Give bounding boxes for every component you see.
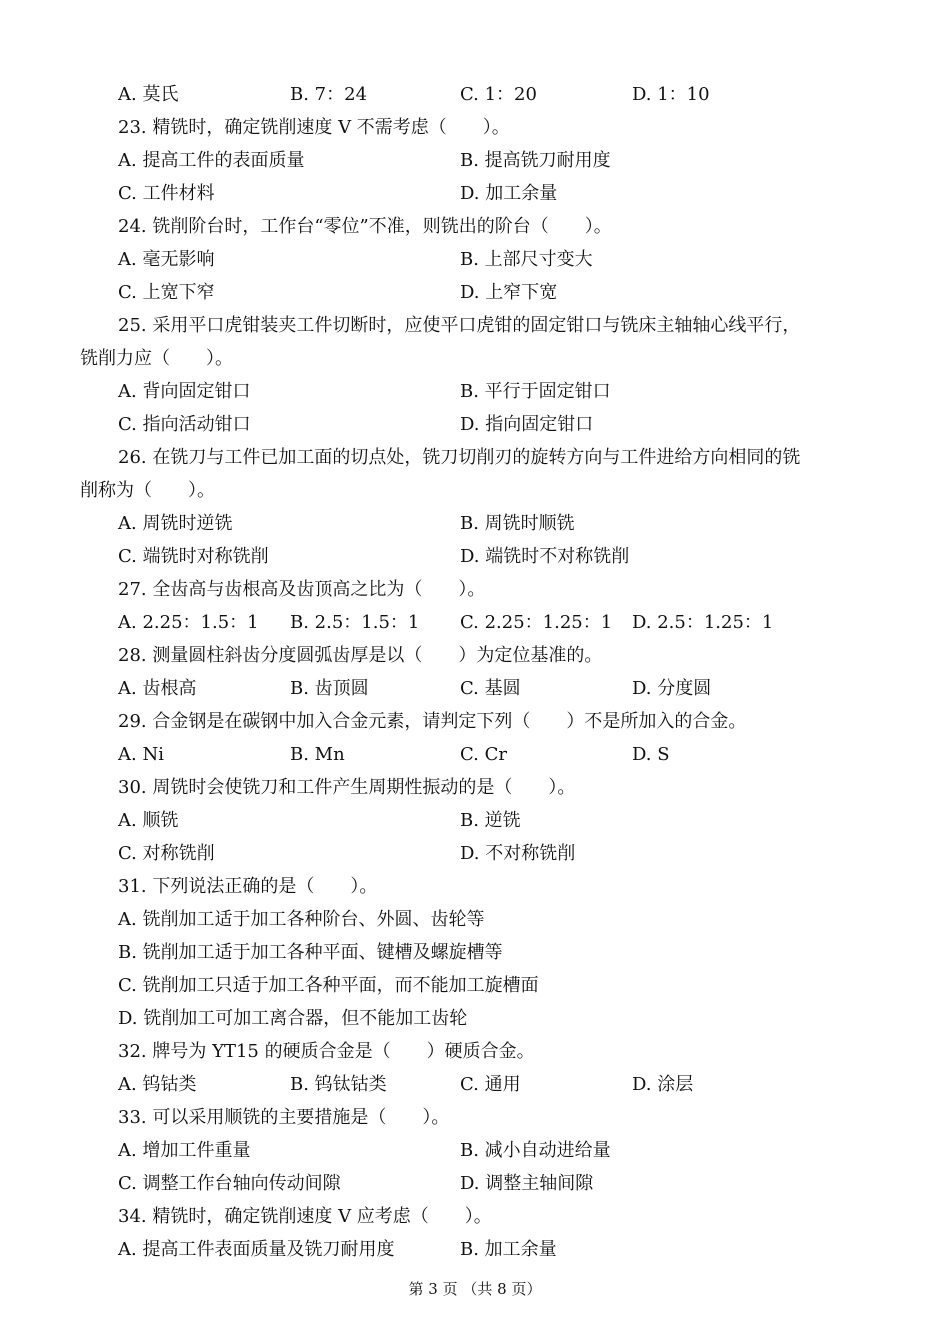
options-row: [0, 804, 950, 837]
question-text: 34. 精铣时，确定铣削速度 V 应考虑（ ）。: [118, 1206, 492, 1227]
exam-page: [0, 78, 950, 1266]
answer-option: C. 2.25：1.25：1: [460, 612, 613, 633]
answer-option: C. 对称铣削: [118, 843, 215, 864]
answer-option: D. 加工余量: [460, 183, 558, 204]
answer-option: D. 分度圆: [632, 678, 712, 699]
answer-option: C. 通用: [460, 1074, 521, 1095]
answer-option: C. 工件材料: [118, 183, 215, 204]
answer-option: C. 指向活动钳口: [118, 414, 251, 435]
options-row: [0, 1167, 950, 1200]
answer-option: A. 增加工件重量: [118, 1140, 251, 1161]
answer-option: A. 2.25：1.5：1: [118, 612, 259, 633]
options-row: [0, 837, 950, 870]
page-footer: 第 3 页 （共 8 页）: [408, 1280, 542, 1298]
answer-option: D. 铣削加工可加工离合器，但不能加工齿轮: [118, 1008, 468, 1029]
options-row: [0, 606, 950, 639]
answer-option: C. 基圆: [460, 678, 521, 699]
answer-option: A. 提高工件表面质量及铣刀耐用度: [118, 1239, 395, 1260]
options-row: [0, 1233, 950, 1266]
answer-option: A. 背向固定钳口: [118, 381, 251, 402]
options-row: [0, 78, 950, 111]
question-text: 30. 周铣时会使铣刀和工件产生周期性振动的是（ ）。: [118, 777, 576, 798]
answer-option: D. 涂层: [632, 1074, 694, 1095]
question-text: 24. 铣削阶台时，工作台“零位”不准，则铣出的阶台（ ）。: [118, 216, 612, 237]
answer-option: B. 提高铣刀耐用度: [460, 150, 611, 171]
answer-option: D. 上窄下宽: [460, 282, 558, 303]
options-row: [0, 738, 950, 771]
answer-option: C. 上宽下窄: [118, 282, 215, 303]
options-row: [0, 969, 950, 1002]
answer-option: B. 逆铣: [460, 810, 521, 831]
answer-option: A. 周铣时逆铣: [118, 513, 233, 534]
answer-option: A. 齿根高: [118, 678, 197, 699]
answer-option: D. 1：10: [632, 84, 710, 105]
question-text: 25. 采用平口虎钳装夹工件切断时，应使平口虎钳的固定钳口与铣床主轴轴心线平行，: [118, 315, 801, 336]
answer-option: D. S: [632, 744, 670, 765]
answer-option: B. Mn: [290, 744, 345, 765]
answer-option: A. 莫氏: [118, 84, 179, 105]
answer-option: D. 不对称铣削: [460, 843, 576, 864]
question-text: 32. 牌号为 YT15 的硬质合金是（ ）硬质合金。: [118, 1041, 535, 1062]
answer-option: A. 钨钴类: [118, 1074, 197, 1095]
answer-option: B. 铣削加工适于加工各种平面、键槽及螺旋槽等: [118, 942, 503, 963]
answer-option: C. Cr: [460, 744, 507, 765]
answer-option: C. 调整工作台轴向传动间隙: [118, 1173, 341, 1194]
options-row: [0, 1068, 950, 1101]
options-row: [0, 540, 950, 573]
question-text: 23. 精铣时，确定铣削速度 V 不需考虑（ ）。: [118, 117, 510, 138]
question-text-continued: 削称为（ ）。: [80, 480, 215, 501]
answer-option: B. 7：24: [290, 84, 368, 105]
options-row: [0, 1134, 950, 1167]
answer-option: A. 毫无影响: [118, 249, 215, 270]
question-text: 33. 可以采用顺铣的主要措施是（ ）。: [118, 1107, 450, 1128]
question-text: 26. 在铣刀与工件已加工面的切点处，铣刀切削刃的旋转方向与工件进给方向相同的铣: [118, 447, 801, 468]
options-row: [0, 177, 950, 210]
answer-option: A. 提高工件的表面质量: [118, 150, 305, 171]
question-text: 29. 合金钢是在碳钢中加入合金元素，请判定下列（ ）不是所加入的合金。: [118, 711, 747, 732]
answer-option: C. 铣削加工只适于加工各种平面，而不能加工旋槽面: [118, 975, 539, 996]
answer-option: B. 齿顶圆: [290, 678, 369, 699]
question-text: 27. 全齿高与齿根高及齿顶高之比为（ ）。: [118, 579, 486, 600]
options-row: [0, 903, 950, 936]
answer-option: A. 铣削加工适于加工各种阶台、外圆、齿轮等: [118, 909, 485, 930]
options-row: [0, 243, 950, 276]
answer-option: D. 指向固定钳口: [460, 414, 594, 435]
answer-option: A. 顺铣: [118, 810, 179, 831]
answer-option: A. Ni: [118, 744, 164, 765]
answer-option: B. 钨钛钴类: [290, 1074, 387, 1095]
options-row: [0, 144, 950, 177]
question-text: 28. 测量圆柱斜齿分度圆弧齿厚是以（ ）为定位基准的。: [118, 645, 603, 666]
answer-option: D. 调整主轴间隙: [460, 1173, 594, 1194]
answer-option: B. 加工余量: [460, 1239, 557, 1260]
answer-option: D. 2.5：1.25：1: [632, 612, 774, 633]
question-text: 31. 下列说法正确的是（ ）。: [118, 876, 378, 897]
options-row: [0, 936, 950, 969]
options-row: [0, 408, 950, 441]
answer-option: C. 端铣时对称铣削: [118, 546, 269, 567]
answer-option: B. 减小自动进给量: [460, 1140, 611, 1161]
question-text-continued: 铣削力应（ ）。: [80, 348, 233, 369]
answer-option: B. 周铣时顺铣: [460, 513, 575, 534]
answer-option: B. 2.5：1.5：1: [290, 612, 420, 633]
answer-option: B. 平行于固定钳口: [460, 381, 611, 402]
answer-option: B. 上部尺寸变大: [460, 249, 593, 270]
options-row: [0, 1002, 950, 1035]
answer-option: C. 1：20: [460, 84, 537, 105]
options-row: [0, 276, 950, 309]
options-row: [0, 672, 950, 705]
options-row: [0, 507, 950, 540]
options-row: [0, 375, 950, 408]
answer-option: D. 端铣时不对称铣削: [460, 546, 630, 567]
